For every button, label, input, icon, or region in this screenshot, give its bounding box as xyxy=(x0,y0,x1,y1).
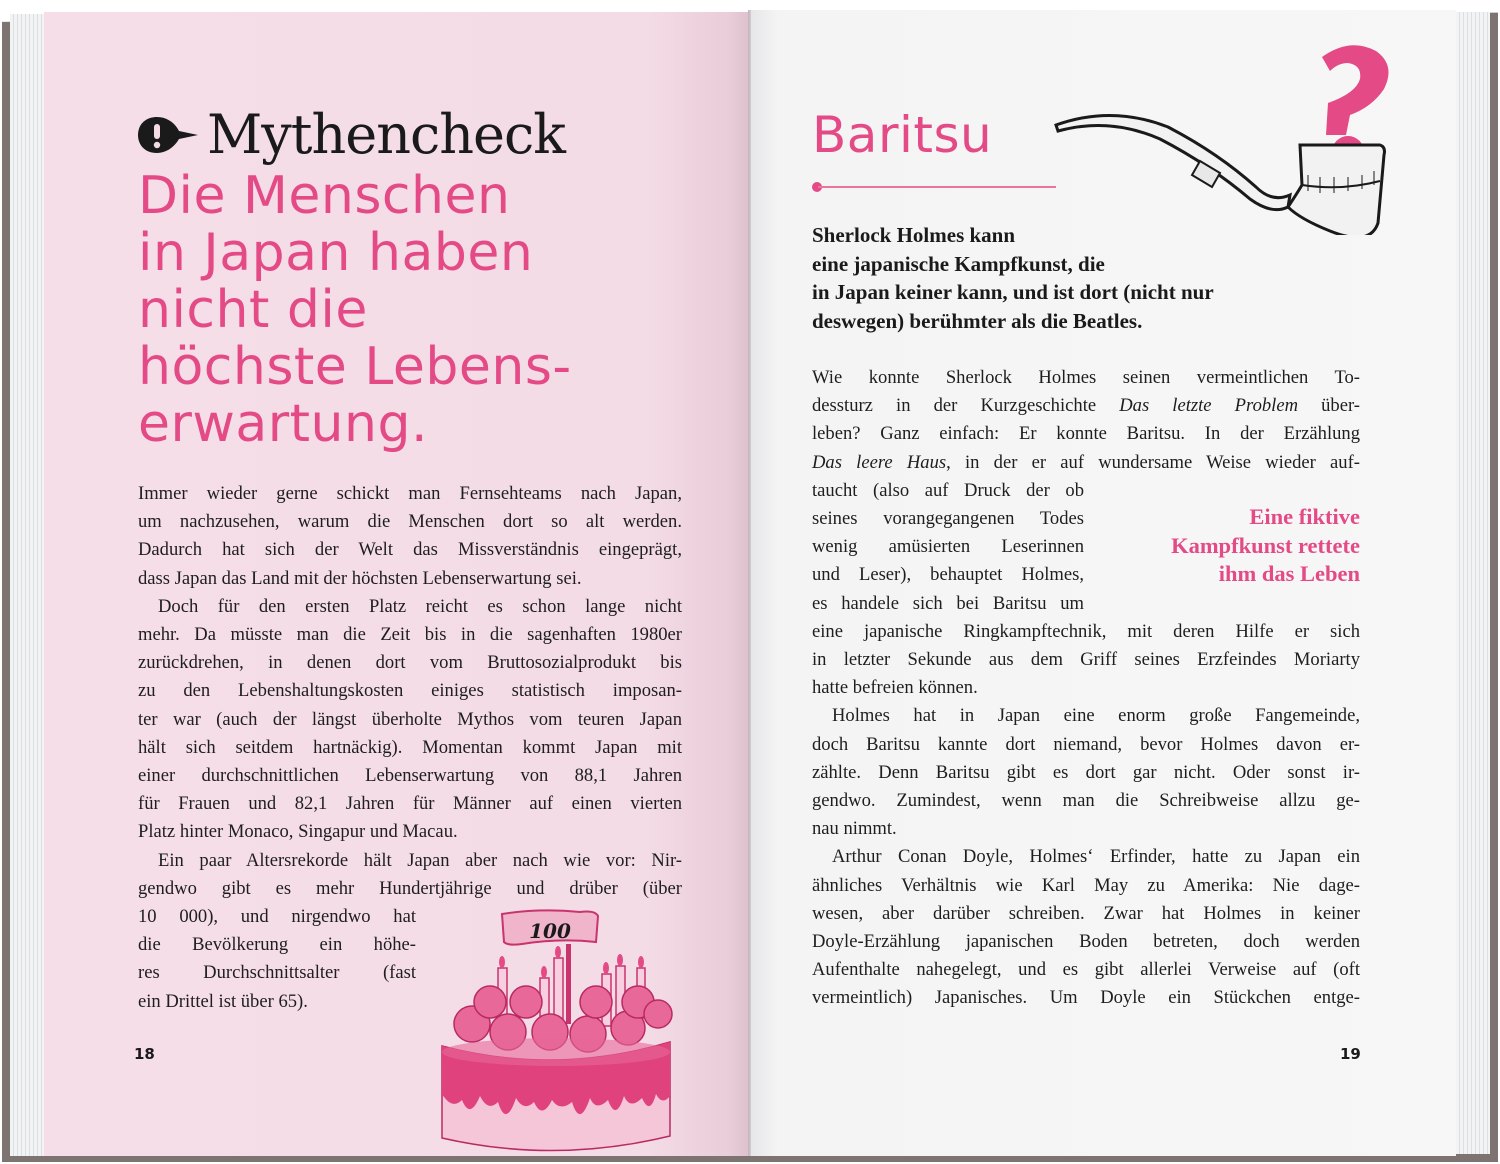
text-line: 10 000), und nirgendwo hat xyxy=(138,906,416,928)
text-line: ter war (auch der längst überholte Mythos vom teuren Japan xyxy=(138,708,682,730)
lead-line: in Japan keiner kann, und ist dort (nicht nur xyxy=(812,280,1214,304)
text-line: Wie konnte Sherlock Holmes seinen vermeintlichen To- xyxy=(812,367,1360,388)
text-line: mehr. Da müsste man die Zeit bis in die sagenhaften 1980er xyxy=(138,624,682,646)
text-line: Doch für den ersten Platz reicht es schon lange nicht xyxy=(158,595,682,617)
pull-quote-line: ihm das Leben xyxy=(1218,561,1360,586)
text-line: res Durchschnittsalter (fast xyxy=(138,962,416,984)
text-line: dass Japan das Land mit der höchsten Lebenserwartung sei. xyxy=(138,567,582,589)
text-line: hatte befreien können. xyxy=(812,677,978,699)
lead-line: eine japanische Kampfkunst, die xyxy=(812,251,1105,276)
paragraph xyxy=(812,843,1360,1012)
text-line: einer durchschnittlichen Lebenserwartung von 88,1 Jahren xyxy=(138,765,682,787)
book-title-reference: Das leere Haus xyxy=(812,451,947,473)
text-line: wenig amüsierten Leserinnen xyxy=(812,536,1084,558)
page-number: 19 xyxy=(1340,1045,1361,1063)
title-line: erwartung. xyxy=(138,394,428,454)
text-line: hält sich seitdem hartnäckig). Momentan kommt Japan mit xyxy=(138,736,682,758)
text-line: ähnliches Verhältnis wie Karl May zu Amerika: Nie dage- xyxy=(812,874,1360,896)
page-edges-right xyxy=(1456,12,1490,1154)
page-title: Baritsu xyxy=(812,106,993,164)
text-span: dessturz in der Kurzgeschichte xyxy=(812,395,1120,417)
text-line: Ein paar Altersrekorde hält Japan aber nach wie vor: Nir- xyxy=(158,849,682,871)
title-line: in Japan haben xyxy=(138,223,534,283)
text-line: gendwo gibt es mehr Hundertjährige und drüber (über xyxy=(138,877,682,899)
text-line: leben? Ganz einfach: Er konnte Baritsu. In der Erzählung xyxy=(812,423,1360,445)
rule-line xyxy=(818,186,1056,188)
text-line: die Bevölkerung ein höhe- xyxy=(138,934,416,956)
title-line: nicht die xyxy=(138,280,368,340)
page-title xyxy=(138,168,718,453)
birthday-cake-illustration xyxy=(430,906,680,1158)
text-line: taucht (also auf Druck der ob xyxy=(812,479,1084,501)
text-line: vermeintlich) Japanisches. Um Doyle ein Stückchen entge- xyxy=(812,987,1360,1009)
right-body-text xyxy=(812,364,1360,1013)
page-edges-left xyxy=(10,14,46,1156)
text-line: Immer wieder gerne schickt man Fernsehteams nach Japan, xyxy=(138,483,682,504)
cake-flag-text: 100 xyxy=(529,919,571,943)
book-spine xyxy=(748,10,751,1156)
text-line: eine japanische Ringkampftechnik, mit deren Hilfe er sich xyxy=(812,620,1360,642)
text-line: wesen, aber darüber schreiben. Zwar hat Holmes in keiner xyxy=(812,902,1360,924)
text-line: Doyle-Erzählung japanischen Boden betreten, doch werden xyxy=(812,931,1360,953)
pull-quote-line: Eine fiktive xyxy=(1249,504,1360,529)
text-line: seines vorangegangenen Todes xyxy=(812,508,1084,530)
pull-quote xyxy=(1100,503,1360,589)
text-line: Arthur Conan Doyle, Holmes‘ Erfinder, hatte zu Japan ein xyxy=(832,846,1360,868)
text-span: , in der er auf wundersame Weise wieder auf- xyxy=(946,451,1360,473)
text-line: zurückdrehen, in denen dort vom Bruttosozialprodukt bis xyxy=(138,652,682,674)
text-line: für Frauen und 82,1 Jahren für Männer auf einen vierten xyxy=(138,793,682,815)
page-number: 18 xyxy=(134,1045,155,1063)
text-line: Aufenthalte nahegelegt, und es gibt allerlei Verweise auf (oft xyxy=(812,959,1360,981)
text-line: ein Drittel ist über 65). xyxy=(138,990,308,1012)
pull-quote-line: Kampfkunst rettete xyxy=(1171,532,1360,558)
text-line: und Leser), behauptet Holmes, xyxy=(812,564,1084,586)
text-line: es handele sich bei Baritsu um xyxy=(812,592,1084,614)
pipe-with-question-mark-illustration xyxy=(1050,35,1390,235)
lead-line: Sherlock Holmes kann xyxy=(812,223,1016,247)
text-line: Platz hinter Monaco, Singapur und Macau. xyxy=(138,821,458,843)
text-line xyxy=(812,392,1360,420)
title-line: höchste Lebens- xyxy=(138,337,572,397)
title-rule xyxy=(812,182,1056,192)
paragraph xyxy=(138,593,682,847)
paragraph xyxy=(812,702,1360,843)
exclamation-speech-bubble-icon xyxy=(137,115,199,155)
lead-line: deswegen) berühmter als die Beatles. xyxy=(812,308,1143,333)
text-line xyxy=(812,449,1360,477)
book-title-reference: Das letzte Problem xyxy=(1119,395,1299,417)
text-line: doch Baritsu kannte dort niemand, bevor Holmes davon er- xyxy=(812,733,1360,755)
lead-text xyxy=(812,221,1372,335)
text-line: in letzter Sekunde aus dem Griff seines Erzfeindes Moriarty xyxy=(812,649,1360,671)
title-line: Die Menschen xyxy=(138,166,511,226)
text-span: über- xyxy=(1298,395,1360,417)
section-label: Mythencheck xyxy=(207,103,565,166)
text-line: zu den Lebenshaltungskosten einiges statistisch imposan- xyxy=(138,680,682,702)
text-line: Dadurch hat sich der Welt das Missverständnis eingeprägt, xyxy=(138,539,682,561)
text-line: Holmes hat in Japan eine enorm große Fangemeinde, xyxy=(832,705,1360,727)
text-line: um nachzusehen, warum die Menschen dort so alt werden. xyxy=(138,511,682,533)
paragraph xyxy=(138,480,682,593)
text-line: nau nimmt. xyxy=(812,818,897,840)
text-line: gendwo. Zumindest, wenn man die Schreibweise allzu ge- xyxy=(812,790,1360,812)
text-line: zählte. Denn Baritsu gibt es dort gar nicht. Oder sonst ir- xyxy=(812,761,1360,783)
section-header xyxy=(137,103,565,166)
